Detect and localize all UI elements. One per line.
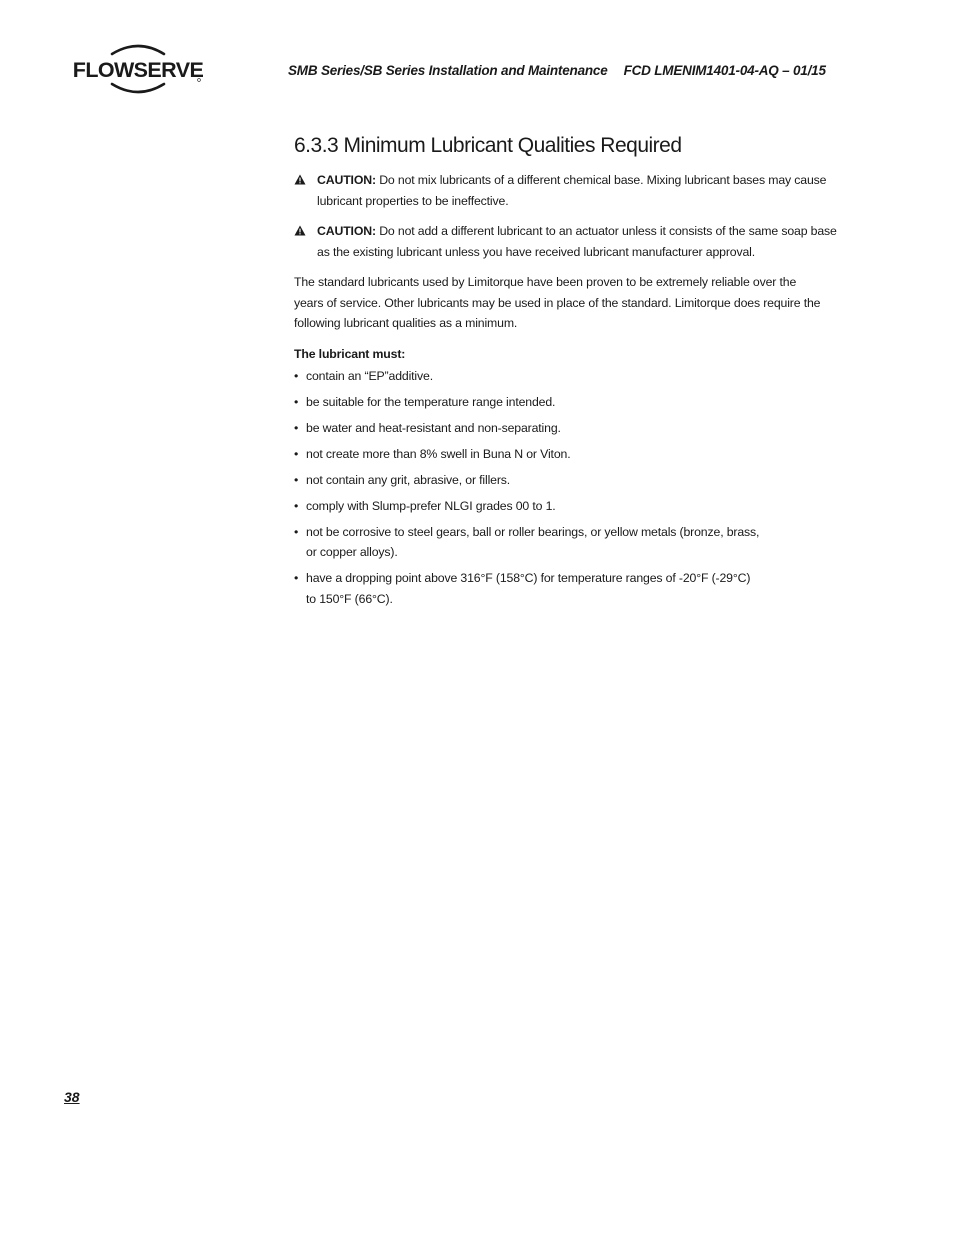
bullet-icon: • bbox=[294, 394, 299, 409]
flowserve-logo-graphic bbox=[68, 42, 208, 96]
warning-triangle-icon bbox=[294, 225, 306, 236]
list-item: • comply with Slump-prefer NLGI grades 00 to 1. bbox=[294, 496, 849, 517]
bullet-icon: • bbox=[294, 420, 299, 435]
bullet-icon: • bbox=[294, 498, 299, 513]
bullet-icon: • bbox=[294, 571, 299, 585]
bullet-icon: • bbox=[294, 472, 299, 487]
list-item: • not be corrosive to steel gears, ball or roller bearings, or yellow metals (bronze, brass, or copper alloys). bbox=[294, 522, 849, 563]
bullet-icon: • bbox=[294, 524, 299, 539]
page-number: 38 bbox=[64, 1089, 80, 1105]
caution-text-line: Do not mix lubricants of a different chemical base. Mixing lubricant bases may cause bbox=[375, 173, 827, 187]
caution-note bbox=[294, 170, 849, 211]
bullet-icon: • bbox=[294, 446, 299, 461]
logo-wordmark: FLOWSERVE bbox=[72, 58, 204, 82]
paragraph-line: The standard lubricants used by Limitorque have been proven to be extremely reliable over the bbox=[294, 275, 797, 289]
caution-label: CAUTION: bbox=[317, 224, 376, 238]
header-title: SMB Series/SB Series Installation and Maintenance bbox=[288, 63, 608, 78]
header-doc-code: FCD LMENIM1401-04-AQ – 01/15 bbox=[623, 63, 826, 78]
list-item: • be water and heat-resistant and non-separating. bbox=[294, 418, 849, 439]
caution-note bbox=[294, 221, 849, 262]
flowserve-logo bbox=[68, 42, 208, 96]
warning-triangle-icon bbox=[294, 174, 306, 185]
body-paragraph bbox=[294, 272, 849, 334]
list-heading: The lubricant must: bbox=[294, 346, 406, 361]
caution-text-line: Do not add a different lubricant to an actuator unless it consists of the same soap base bbox=[375, 224, 837, 238]
list-item: • not create more than 8% swell in Buna N or Viton. bbox=[294, 444, 849, 465]
bullet-icon: • bbox=[294, 368, 299, 383]
section-title: 6.3.3 Minimum Lubricant Qualities Required bbox=[294, 134, 682, 157]
caution-text-line: as the existing lubricant unless you have received lubricant manufacturer approval. bbox=[317, 244, 756, 259]
main-content bbox=[294, 134, 849, 615]
list-item: • contain an “EP”additive. bbox=[294, 366, 849, 387]
list-item: • have a dropping point above 316°F (158°C) for temperature ranges of -20°F (-29°C) to 150°F (66°C). bbox=[294, 568, 849, 609]
paragraph-line: following lubricant qualities as a minimum. bbox=[294, 316, 518, 330]
list-item: • not contain any grit, abrasive, or fillers. bbox=[294, 470, 849, 491]
caution-label: CAUTION: bbox=[317, 173, 376, 187]
requirements-list bbox=[294, 366, 849, 610]
caution-text-line: lubricant properties to be ineffective. bbox=[317, 193, 509, 208]
list-item: • be suitable for the temperature range intended. bbox=[294, 392, 849, 413]
paragraph-line: years of service. Other lubricants may be used in place of the standard. Limitorque does require the bbox=[294, 295, 821, 310]
running-header bbox=[288, 63, 848, 78]
